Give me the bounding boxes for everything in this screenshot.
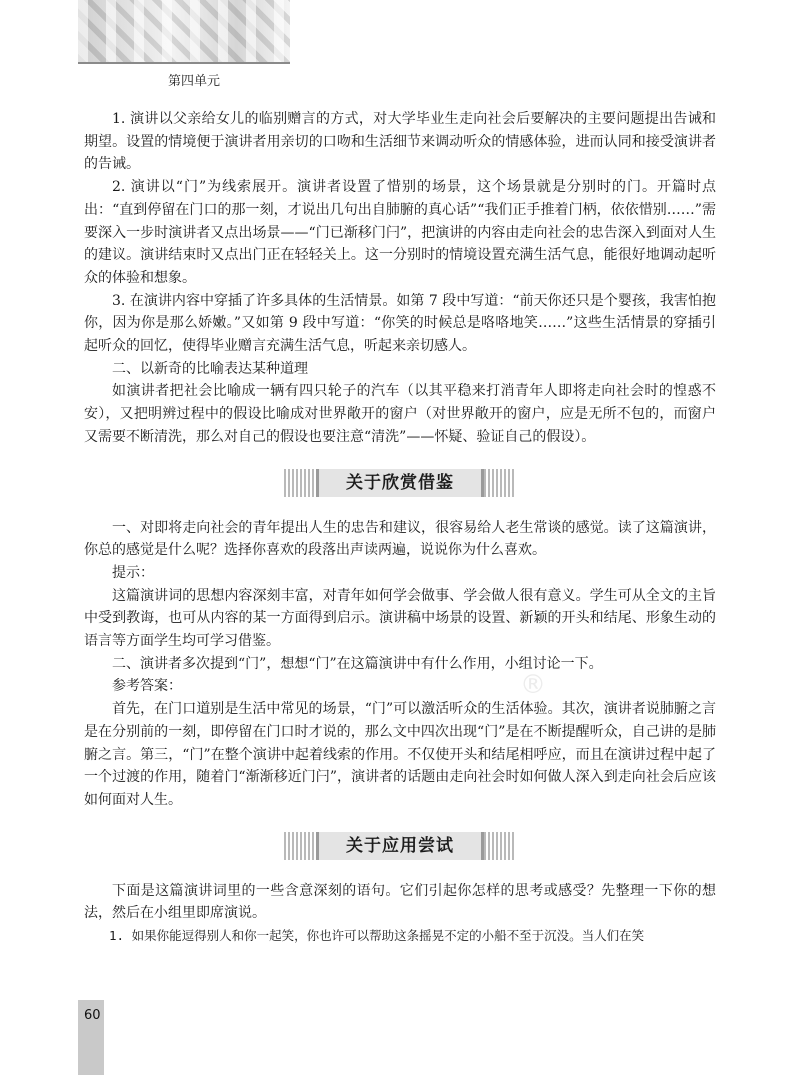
page-content [84, 108, 716, 948]
unit-title: 第四单元 [168, 74, 221, 89]
appreciation-question-1: 一、对即将走向社会的青年提出人生的忠告和建议，很容易给人老生常谈的感觉。读了这篇演讲，你总的感觉是什么呢？选择你喜欢的段落出声读两遍，说说你为什么喜欢。 [84, 519, 716, 559]
section-title-application: 关于应用尝试 [316, 832, 484, 860]
registered-watermark: ® [520, 670, 546, 700]
section-header-appreciation [84, 469, 716, 497]
page-number: 60 [84, 1008, 101, 1023]
header-rule [78, 62, 290, 64]
answer-text: 首先，在门口道别是生活中常见的场景，“门”可以激活听众的生活体验。其次，演讲者说肺腑之言是在分别前的一刻，即停留在门口时才说的，那么文中四次出现“门”是在不断提醒听众，自己讲的是肺腑之言。第三，“门”在整个演讲中起着线索的作用。不仅使开头和结尾相呼应，而且在演讲过程中起了一个过渡的作用，随着门“渐渐移近门闩”，演讲者的话题由走向社会时如何做人深入到走向社会后应该如何面对人生。 [84, 701, 716, 808]
answer-label: 参考答案： [112, 678, 182, 695]
application-intro: 下面是这篇演讲词里的一些含意深刻的语句。它们引起你怎样的思考或感受？先整理一下你的想法，然后在小组里即席演说。 [84, 882, 716, 922]
header-decoration [78, 0, 290, 62]
appreciation-question-2: 二、演讲者多次提到“门”，想想“门”在这篇演讲中有什么作用，小组讨论一下。 [112, 655, 603, 672]
analysis-point-1: 1. 演讲以父亲给女儿的临别赠言的方式，对大学毕业生走向社会后要解决的主要问题提出告诫和期望。设置的情境便于演讲者用亲切的口吻和生活细节来调动听众的情感体验，进而认同和接受演讲者的告诫。 [84, 111, 716, 173]
analysis-point-3: 3. 在演讲内容中穿插了许多具体的生活情景。如第 7 段中写道：“前天你还只是个婴孩，我害怕抱你，因为你是那么娇嫩。”又如第 9 段中写道：“你笑的时候总是咯咯地笑……”这些生活情景的穿插引起听众的回忆，使得毕业赠言充满生活气息，听起来亲切感人。 [84, 292, 716, 355]
hint-label: 提示： [112, 564, 154, 581]
analysis-metaphor-paragraph: 如演讲者把社会比喻成一辆有四只轮子的汽车（以其平稳来打消青年人即将走向社会时的惶惑不安），又把明辨过程中的假设比喻成对世界敞开的窗户（对世界敞开的窗户，应是无所不包的，而窗户又需要不断清洗，那么对自己的假设也要注意“清洗”——怀疑、验证自己的假设）。 [84, 383, 716, 445]
analysis-subheading-2: 二、以新奇的比喻表达某种道理 [112, 360, 308, 377]
section-title-appreciation: 关于欣赏借鉴 [316, 469, 484, 497]
application-item-1: 1. 如果你能逗得别人和你一起笑，你也许可以帮助这条摇晃不定的小船不至于沉没。当人们在笑 [109, 928, 645, 944]
hint-text: 这篇演讲词的思想内容深刻丰富，对青年如何学会做事、学会做人很有意义。学生可从全文的主旨中受到教诲，也可从内容的某一方面得到启示。演讲稿中场景的设置、新颖的开头和结尾、形象生动的语言等方面学生均可学习借鉴。 [84, 587, 716, 650]
section-header-application [84, 832, 716, 860]
analysis-point-2: 2. 演讲以“门”为线索展开。演讲者设置了惜别的场景，这个场景就是分别时的门。开篇时点出：“直到停留在门口的那一刻，才说出几句出自肺腑的真心话”“我们正手推着门柄，依依惜别……”需要深入一步时演讲者又点出场景——“门已渐移门闩”，把演讲的内容由走向社会的忠告深入到面对人生的建议。演讲结束时又点出门正在轻轻关上。这一分别时的情境设置充满生活气息，能很好地调动起听众的体验和想象。 [84, 179, 716, 286]
